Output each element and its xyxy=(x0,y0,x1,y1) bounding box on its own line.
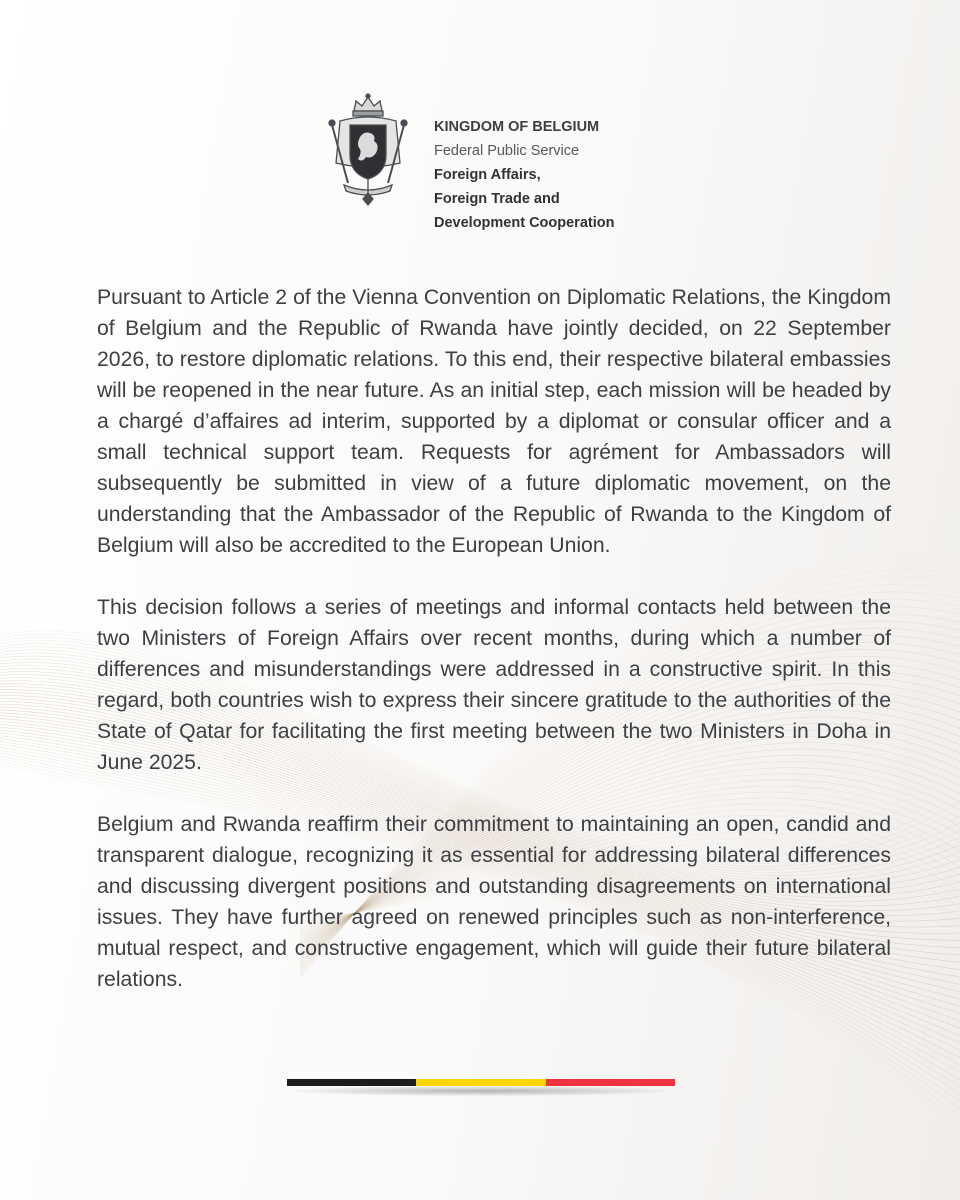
paragraph: Pursuant to Article 2 of the Vienna Convention on Diplomatic Relations, the Kingdom of Belgium and the Republic of Rwanda have jointly decided, on 22 September 2026, to restore diplomatic relations. To this end, their respective bilateral embassies will be reopened in the near future. As an initial step, each mission will be headed by a chargé d’affaires ad interim, supported by a diplomat or consular officer and a small technical support team. Requests for agrément for Ambassadors will subsequently be submitted in view of a future diplomatic movement, on the understanding that the Ambassador of the Republic of Rwanda to the Kingdom of Belgium will also be accredited to the European Union. xyxy=(97,286,891,557)
flag-red-segment xyxy=(546,1079,675,1086)
flag-bar-shadow xyxy=(292,1086,670,1096)
letterhead xyxy=(318,93,678,243)
flag-black-segment xyxy=(287,1079,416,1086)
department-line: Foreign Affairs, xyxy=(434,167,541,183)
belgian-flag-bar xyxy=(287,1079,675,1086)
flag-yellow-segment xyxy=(416,1079,545,1086)
belgian-coat-of-arms-icon xyxy=(318,93,418,211)
department-line: Development Cooperation xyxy=(434,215,615,231)
letterhead-organisation xyxy=(434,115,674,235)
paragraph: Belgium and Rwanda reaffirm their commitment to maintaining an open, candid and transparent dialogue, recognizing it as essential for addressing bilateral differences and discussing divergent positions and outstanding disagreements on international issues. They have further agreed on renewed principles such as non-interference, mutual respect, and constructive engagement, which will guide their future bilateral relations. xyxy=(97,813,891,991)
department-line: Foreign Trade and xyxy=(434,191,560,207)
paragraph: This decision follows a series of meetings and informal contacts held between the two Ministers of Foreign Affairs over recent months, during which a number of differences and misunderstandings were addressed in a constructive spirit. In this regard, both countries wish to express their sincere gratitude to the authorities of the State of Qatar for facilitating the first meeting between the two Ministers in Doha in June 2025. xyxy=(97,596,891,774)
statement-body xyxy=(97,282,891,1026)
service-name: Federal Public Service xyxy=(434,143,580,159)
kingdom-title: KINGDOM OF BELGIUM xyxy=(434,119,600,135)
